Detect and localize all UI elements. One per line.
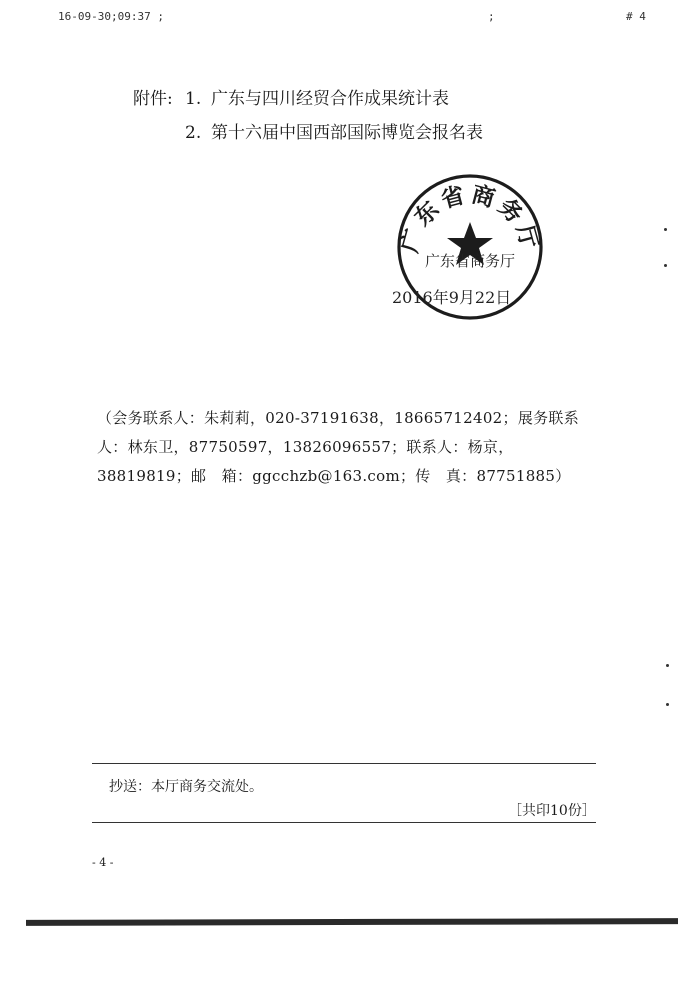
scan-speck — [666, 664, 669, 667]
attachment-item-title: 第十六届中国西部国际博览会报名表 — [211, 123, 483, 143]
copies-count: ［共印10份］ — [508, 803, 596, 819]
contact-paragraph: （会务联系人：朱莉莉，020-37191638，18665712402；展务联系人：林东卫，87750597，13826096557；联系人：杨京，38819819；邮 箱：ggcchzb@163.com；传 真：87751885） — [97, 409, 580, 485]
scan-speck — [664, 264, 667, 267]
fax-header — [0, 10, 700, 28]
scan-speck — [666, 703, 669, 706]
signature-date: 2016年9月22日 — [392, 288, 512, 307]
seal-caption: 广东省商务厅 — [424, 252, 515, 270]
footer-rule-bottom — [92, 822, 596, 823]
scan-speck — [664, 228, 667, 231]
fax-page-marker: # 4 — [626, 10, 646, 23]
attachments-label: 附件: — [133, 89, 173, 109]
page-number: - 4 - — [92, 856, 114, 869]
footer-rule-top — [92, 763, 596, 764]
attachment-item-number: 2. — [185, 123, 202, 143]
fax-timestamp: 16-09-30;09:37 ; — [58, 10, 164, 23]
seal-ring-text-path: 广东省商务厅 — [396, 180, 544, 256]
scan-edge-bar — [26, 918, 678, 926]
attachment-item-2 — [185, 118, 483, 143]
attachment-item-number: 1. — [185, 89, 202, 109]
attachment-item-1 — [185, 84, 449, 109]
fax-separator: ; — [488, 10, 495, 23]
attachment-item-title: 广东与四川经贸合作成果统计表 — [211, 89, 449, 109]
cc-line: 抄送：本厅商务交流处。 — [109, 779, 263, 795]
